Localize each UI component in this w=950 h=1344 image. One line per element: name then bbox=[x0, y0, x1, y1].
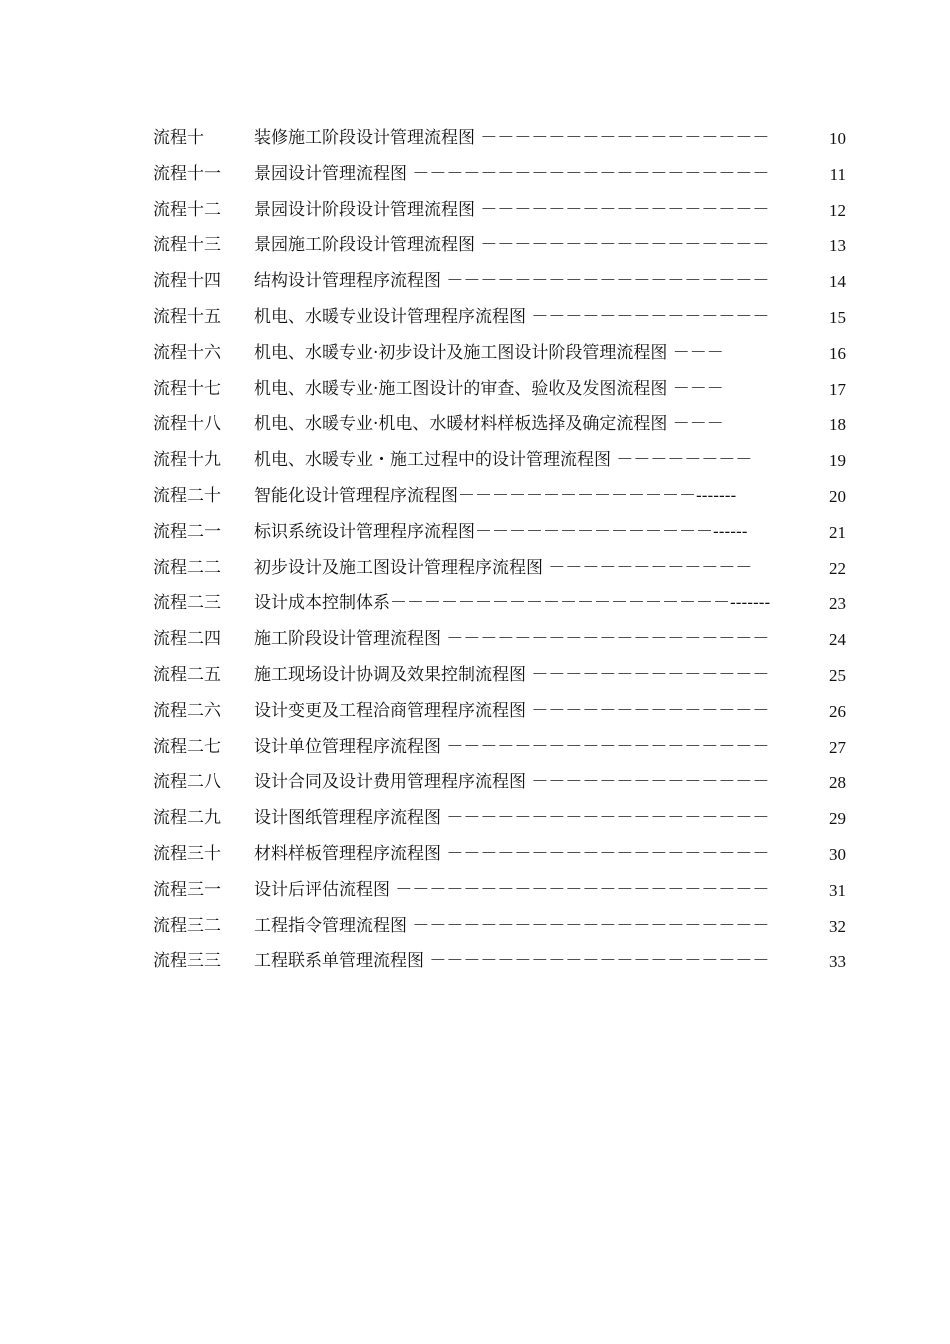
toc-entry-page: 33 bbox=[829, 952, 846, 972]
toc-entry-number: 流程十六 bbox=[153, 342, 221, 363]
toc-entry-title: 设计成本控制体系－－－－－－－－－－－－－－－－－－－－------- bbox=[254, 593, 771, 614]
toc-entry-title: 智能化设计管理程序流程图－－－－－－－－－－－－－－------- bbox=[254, 485, 737, 506]
toc-entry[interactable] bbox=[0, 551, 950, 587]
toc-entry-title: 机电、水暖专业·机电、水暖材料样板选择及确定流程图 －－－ bbox=[254, 414, 724, 435]
toc-entry[interactable] bbox=[0, 944, 950, 980]
toc-entry-page: 21 bbox=[829, 522, 846, 542]
toc-entry[interactable] bbox=[0, 515, 950, 551]
toc-entry[interactable] bbox=[0, 228, 950, 264]
toc-entry[interactable] bbox=[0, 730, 950, 766]
toc-entry[interactable] bbox=[0, 479, 950, 515]
toc-entry-page: 28 bbox=[829, 773, 846, 793]
toc-entry[interactable] bbox=[0, 121, 950, 157]
table-of-contents bbox=[0, 121, 950, 980]
toc-entry[interactable] bbox=[0, 336, 950, 372]
toc-entry-page: 20 bbox=[829, 486, 846, 506]
toc-entry-title: 设计图纸管理程序流程图 －－－－－－－－－－－－－－－－－－－ bbox=[254, 808, 770, 829]
toc-entry-page: 17 bbox=[829, 379, 846, 399]
toc-entry-page: 25 bbox=[829, 665, 846, 685]
toc-entry-title: 机电、水暖专业设计管理程序流程图 －－－－－－－－－－－－－－ bbox=[254, 306, 770, 327]
toc-entry-title: 施工现场设计协调及效果控制流程图 －－－－－－－－－－－－－－ bbox=[254, 664, 770, 685]
toc-entry-page: 29 bbox=[829, 809, 846, 829]
toc-entry-page: 27 bbox=[829, 737, 846, 757]
toc-entry-page: 12 bbox=[829, 200, 846, 220]
toc-entry-number: 流程二八 bbox=[153, 772, 221, 793]
toc-entry-page: 19 bbox=[829, 451, 846, 471]
toc-entry-page: 15 bbox=[829, 307, 846, 327]
toc-entry-title: 工程指令管理流程图 －－－－－－－－－－－－－－－－－－－－－ bbox=[254, 915, 770, 936]
toc-entry-number: 流程二五 bbox=[153, 664, 221, 685]
toc-entry[interactable] bbox=[0, 622, 950, 658]
toc-entry-title: 设计合同及设计费用管理程序流程图 －－－－－－－－－－－－－－ bbox=[254, 772, 770, 793]
toc-entry-title: 机电、水暖专业・施工过程中的设计管理流程图 －－－－－－－－ bbox=[254, 450, 753, 471]
toc-entry-number: 流程十四 bbox=[153, 271, 221, 292]
toc-entry-number: 流程三二 bbox=[153, 915, 221, 936]
toc-entry[interactable] bbox=[0, 801, 950, 837]
toc-entry-title: 结构设计管理程序流程图 －－－－－－－－－－－－－－－－－－－ bbox=[254, 271, 770, 292]
toc-entry-title: 设计单位管理程序流程图 －－－－－－－－－－－－－－－－－－－ bbox=[254, 736, 770, 757]
toc-entry[interactable] bbox=[0, 407, 950, 443]
toc-entry-title: 设计变更及工程洽商管理程序流程图 －－－－－－－－－－－－－－ bbox=[254, 700, 770, 721]
toc-entry-title: 设计后评估流程图 －－－－－－－－－－－－－－－－－－－－－－ bbox=[254, 879, 770, 900]
toc-entry-number: 流程十五 bbox=[153, 306, 221, 327]
toc-entry-number: 流程二七 bbox=[153, 736, 221, 757]
toc-entry-title: 景园设计管理流程图 －－－－－－－－－－－－－－－－－－－－－ bbox=[254, 163, 770, 184]
toc-entry-page: 26 bbox=[829, 701, 846, 721]
toc-entry-title: 装修施工阶段设计管理流程图 －－－－－－－－－－－－－－－－－ bbox=[254, 128, 770, 148]
toc-entry[interactable] bbox=[0, 658, 950, 694]
toc-entry-page: 13 bbox=[829, 236, 846, 256]
toc-entry-title: 标识系统设计管理程序流程图－－－－－－－－－－－－－－------ bbox=[254, 521, 748, 542]
toc-entry-number: 流程二九 bbox=[153, 808, 221, 829]
toc-entry[interactable] bbox=[0, 909, 950, 945]
toc-entry[interactable] bbox=[0, 157, 950, 193]
toc-entry-number: 流程二十 bbox=[153, 485, 221, 506]
toc-entry-title: 景园施工阶段设计管理流程图 －－－－－－－－－－－－－－－－－ bbox=[254, 235, 770, 256]
toc-entry-number: 流程二二 bbox=[153, 557, 221, 578]
toc-entry-number: 流程三三 bbox=[153, 951, 221, 972]
toc-entry-title: 施工阶段设计管理流程图 －－－－－－－－－－－－－－－－－－－ bbox=[254, 629, 770, 650]
toc-entry-title: 机电、水暖专业·初步设计及施工图设计阶段管理流程图 －－－ bbox=[254, 342, 724, 363]
toc-entry-page: 16 bbox=[829, 343, 846, 363]
toc-entry-title: 初步设计及施工图设计管理程序流程图 －－－－－－－－－－－－ bbox=[254, 557, 753, 578]
toc-entry[interactable] bbox=[0, 873, 950, 909]
toc-entry-number: 流程十三 bbox=[153, 235, 221, 256]
toc-entry-page: 11 bbox=[829, 164, 846, 184]
toc-entry-page: 30 bbox=[829, 844, 846, 864]
toc-entry-number: 流程二六 bbox=[153, 700, 221, 721]
toc-entry-number: 流程十七 bbox=[153, 378, 221, 399]
toc-entry[interactable] bbox=[0, 300, 950, 336]
toc-entry[interactable] bbox=[0, 694, 950, 730]
toc-entry-number: 流程二四 bbox=[153, 629, 221, 650]
toc-entry-title: 工程联系单管理流程图 －－－－－－－－－－－－－－－－－－－－ bbox=[254, 951, 770, 972]
toc-entry-page: 22 bbox=[829, 558, 846, 578]
toc-entry-page: 31 bbox=[829, 880, 846, 900]
toc-entry-title: 景园设计阶段设计管理流程图 －－－－－－－－－－－－－－－－－ bbox=[254, 199, 770, 220]
toc-entry[interactable] bbox=[0, 443, 950, 479]
toc-entry-title: 材料样板管理程序流程图 －－－－－－－－－－－－－－－－－－－ bbox=[254, 843, 770, 864]
toc-entry-page: 14 bbox=[829, 272, 846, 292]
toc-entry-number: 流程十一 bbox=[153, 163, 221, 184]
toc-entry[interactable] bbox=[0, 586, 950, 622]
toc-entry[interactable] bbox=[0, 264, 950, 300]
toc-entry[interactable] bbox=[0, 372, 950, 408]
toc-entry-number: 流程二一 bbox=[153, 521, 221, 542]
toc-entry[interactable] bbox=[0, 193, 950, 229]
toc-entry-title: 机电、水暖专业·施工图设计的审查、验收及发图流程图 －－－ bbox=[254, 378, 724, 399]
toc-entry-page: 24 bbox=[829, 630, 846, 650]
toc-entry[interactable] bbox=[0, 765, 950, 801]
toc-entry-number: 流程十九 bbox=[153, 450, 221, 471]
toc-entry[interactable] bbox=[0, 837, 950, 873]
toc-entry-number: 流程二三 bbox=[153, 593, 221, 614]
toc-entry-number: 流程三十 bbox=[153, 843, 221, 864]
toc-entry-number: 流程十二 bbox=[153, 199, 221, 220]
toc-entry-page: 18 bbox=[829, 415, 846, 435]
toc-entry-page: 10 bbox=[829, 129, 846, 148]
toc-entry-page: 32 bbox=[829, 916, 846, 936]
toc-entry-page: 23 bbox=[829, 594, 846, 614]
toc-entry-number: 流程十八 bbox=[153, 414, 221, 435]
toc-entry-number: 流程十 bbox=[153, 128, 204, 148]
toc-entry-number: 流程三一 bbox=[153, 879, 221, 900]
